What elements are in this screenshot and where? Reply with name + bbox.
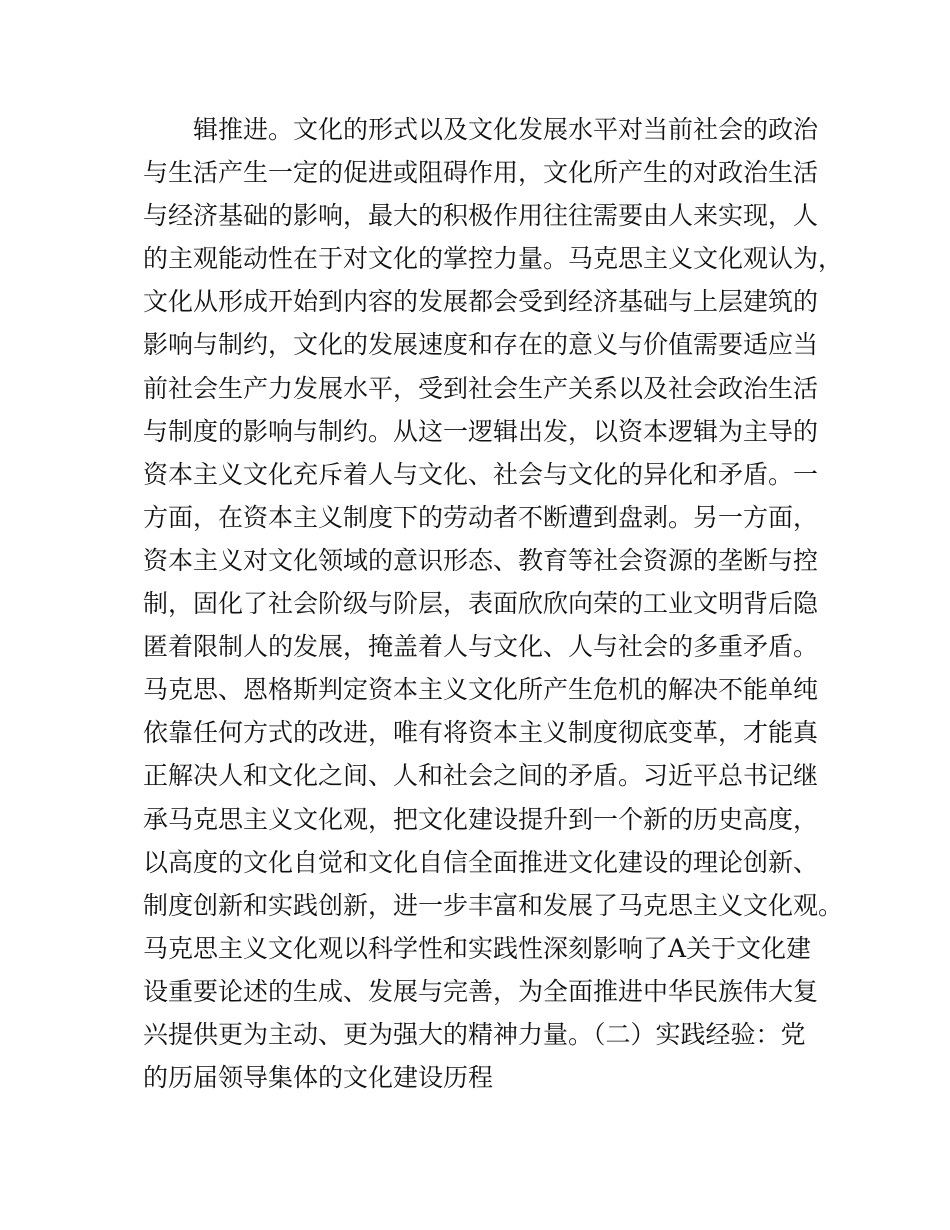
text-line: 制度创新和实践创新，进一步丰富和发展了马克思主义文化观。	[143, 890, 844, 920]
text-line: 以高度的文化自觉和文化自信全面推进文化建设的理论创新、	[143, 847, 819, 877]
text-line: 与制度的影响与制约。从这一逻辑出发，以资本逻辑为主导的	[143, 416, 819, 446]
text-line: 依靠任何方式的改进，唯有将资本主义制度彻底变革，才能真	[143, 718, 819, 748]
text-line: 与生活产生一定的促进或阻碍作用，文化所产生的对政治生活	[143, 158, 819, 188]
text-line: 前社会生产力发展水平，受到社会生产关系以及社会政治生活	[143, 373, 819, 403]
text-line: 的历届领导集体的文化建设历程	[143, 1063, 494, 1093]
body-text	[143, 108, 844, 1099]
text-line: 资本主义文化充斥着人与文化、社会与文化的异化和矛盾。一	[143, 459, 819, 489]
text-line: 资本主义对文化领域的意识形态、教育等社会资源的垄断与控	[143, 545, 819, 575]
text-line: 兴提供更为主动、更为强大的精神力量。（二）实践经验：党	[143, 1019, 806, 1049]
text-line: 制，固化了社会阶级与阶层，表面欣欣向荣的工业文明背后隐	[143, 589, 819, 619]
text-line: 文化从形成开始到内容的发展都会受到经济基础与上层建筑的	[143, 287, 819, 317]
text-line: 马克思、恩格斯判定资本主义文化所产生危机的解决不能单纯	[143, 675, 819, 705]
text-line: 正解决人和文化之间、人和社会之间的矛盾。习近平总书记继	[143, 761, 819, 791]
text-line: 与经济基础的影响，最大的积极作用往往需要由人来实现，人	[143, 201, 819, 231]
text-line: 匿着限制人的发展，掩盖着人与文化、人与社会的多重矛盾。	[143, 632, 819, 662]
text-line: 方面，在资本主义制度下的劳动者不断遭到盘剥。另一方面，	[143, 502, 819, 532]
text-line: 影响与制约，文化的发展速度和存在的意义与价值需要适应当	[143, 330, 819, 360]
text-line: 辑推进。文化的形式以及文化发展水平对当前社会的政治	[193, 115, 819, 144]
text-line: 的主观能动性在于对文化的掌控力量。马克思主义文化观认为，	[143, 244, 844, 274]
text-line: 承马克思主义文化观，把文化建设提升到一个新的历史高度，	[143, 804, 819, 834]
text-line: 马克思主义文化观以科学性和实践性深刻影响了A关于文化建	[143, 933, 812, 963]
text-line: 设重要论述的生成、发展与完善，为全面推进中华民族伟大复	[143, 976, 819, 1006]
